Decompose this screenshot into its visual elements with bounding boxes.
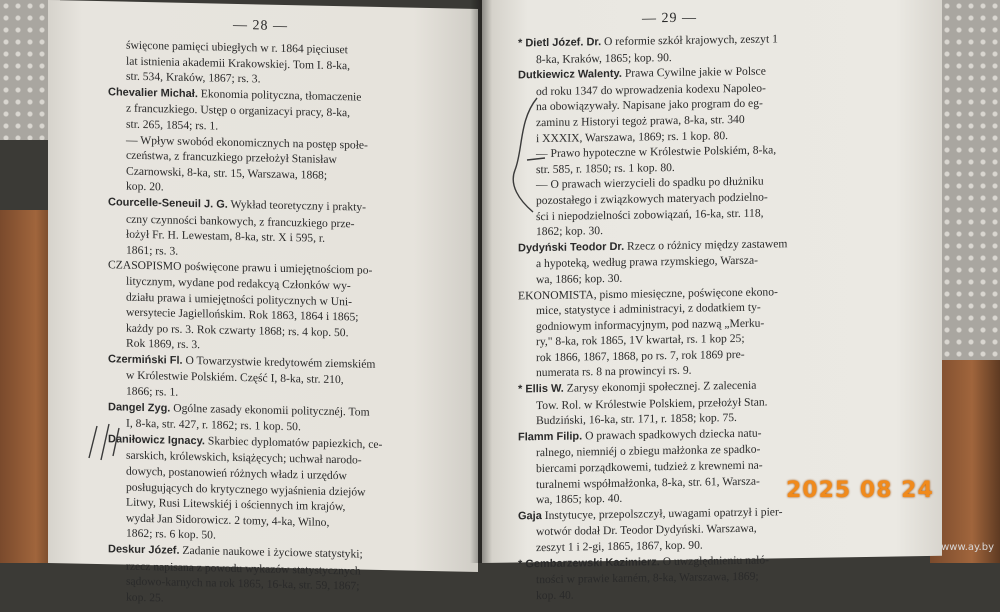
entry-text: sarskich, królewskich, książęcych; uchwał narodo- [126,449,362,468]
page-number: — 29 — [642,10,697,27]
entry-text: Litwy, Rusi Litewskiéj i ościennych im krajów, [126,495,346,514]
entry-author: * Gembarzewski Kazimierz. [518,555,660,571]
entry-text: 1862; kop. 30. [536,224,603,239]
entry-text: kop. 40. [536,588,574,602]
entry-text: każdy po rs. 3. Rok czwarty 1868; rs. 4 kop. 50. [126,321,349,339]
entry-text: EKONOMISTA, pismo miesięczne, poświęcone ekono- [518,284,778,302]
entry-text: łożył Fr. H. Lewestam, 8-ka, str. X i 595, r. [126,227,326,245]
entry-text: i XXXIX, Warszawa, 1869; rs. 1 kop. 80. [536,128,729,145]
entry-author: Gaja [518,509,542,523]
entry-text: godniowym informacyjnym, pod nazwą „Merku- [536,316,765,333]
entry-text: tności w prawie karném, 8-ka, Warszawa, 1869; [536,569,759,587]
entry-text: posługujących do krytycznego wyjaśnienia dziejów [126,480,366,499]
entry-author: Daniłowicz Ignacy. [108,433,205,448]
entry-text: mice, statystyce i administracyi, z dodatkiem ty- [536,300,761,318]
entry-text: wa, 1866; kop. 30. [536,271,623,287]
entry-text: pozostałego i związkowych materyach podzielno- [536,190,768,208]
entry-text: czny czynności bankowych, z francuzkiego prze- [126,212,355,230]
entry-text: I, 8-ka, str. 427, r. 1862; rs. 1 kop. 50. [126,416,301,434]
entry-text: O uwzględnieniu nałó- [659,553,769,568]
entry-text: czeństwa, z francuzkiego przełożył Stanisław [126,148,337,167]
site-watermark: www.ay.by [941,542,994,553]
right-page-text [518,29,923,604]
entry-author: Flamm Filip. [518,430,583,444]
entry-text: Ekonomia polityczna, tłomaczenie [197,86,362,104]
entry-text: święcone pamięci ubiegłych w r. 1864 pięciuset [126,38,348,57]
entry-text: 1866; rs. 1. [126,384,179,399]
entry-text: kop. 20. [126,179,164,194]
entry-text: zeszyt 1 i 2-gi, 1865, 1867, kop. 90. [536,538,703,555]
entry-text: ry," 8-ka, rok 1865, 1V kwartał, rs. 1 kop 25; [536,332,745,349]
entry-text: kop. 25. [126,590,164,605]
entry-text: dowych, postanowień różnych władz i urzędów [126,464,347,483]
entry-text: z francuzkiego. Ustęp o organizacyi pracy, 8-ka, [126,102,351,120]
camera-date-stamp: 2025 08 24 [786,478,934,503]
entry-text: a hypoteką, według prawa rzymskiego, Warsza- [536,253,758,271]
entry-text: Czarnowski, 8-ka, str. 15, Warszawa, 1868; [126,164,328,182]
entry-text: O Towarzystwie kredytowém ziemskiém [182,353,376,371]
entry-text: Ogólne zasady ekonomii politycznéj. Tom [170,401,370,419]
entry-text: wa, 1865; kop. 40. [536,492,623,507]
entry-author: Dydyński Teodor Dr. [518,240,625,255]
entry-text: CZASOPISMO poświęcone prawu i umiejętnościom po- [108,258,373,278]
entry-author: Dangel Zyg. [108,400,171,415]
entry-author: Czermiński Fl. [108,353,183,367]
entry-text: turalnemi współmałżonka, 8-ka, str. 61, Warsza- [536,474,760,491]
entry-author: * Ellis W. [518,382,564,396]
page-number: — 28 — [233,17,288,35]
entry-text: rzecz napisana z powodu wykazów statystycznych [126,559,361,578]
entry-text: O reformie szkół krajowych, zeszyt 1 [601,32,778,49]
entry-text: Prawa Cywilne jakie w Polsce [621,64,766,80]
entry-text: 1862; rs. 6 kop. 50. [126,527,216,542]
entry-text: zaminu z Historyi tegoż prawa, 8-ka, str. 340 [536,112,745,130]
entry-author: Dutkiewicz Walenty. [518,67,622,82]
entry-text: sądowo-karnych na rok 1865, 16-ka, str. 59, 1867; [126,574,360,593]
entry-text: Tow. Rol. w Królestwie Polskiem, przełożył Stan. [536,395,768,412]
entry-text: ści i niepodzielności zobowiązań, 16-ka, str. 118, [536,206,764,223]
handwritten-marks-left [75,410,135,470]
entry-text: Skarbiec dyplomatów papiezkich, ce- [205,434,383,451]
entry-text: str. 534, Kraków, 1867; rs. 3. [126,69,261,86]
entry-text: str. 585, r. 1850; rs. 1 kop. 80. [536,160,675,176]
entry-text: działu prawa i umiejętności politycznych w Uni- [126,290,353,308]
entry-author: Chevalier Michał. [108,86,198,100]
entry-text: Zarysy ekonomji społecznej. Z zalecenia [563,378,757,395]
entry-text: Instytucye, przepolszczył, uwagami opatrzył i pier- [541,505,783,522]
entry-text: od roku 1347 do wprowadzenia kodexu Napoleo- [536,81,766,98]
entry-text: litycznym, wydane pod redakcyą Członków wy- [126,274,351,293]
entry-text: Budziński, 16-ka, str. 171, r. 1858; kop. 75. [536,411,737,428]
entry-author: Deskur Józef. [108,543,180,557]
entry-text: na obowiązywały. Napisane jako program do eg- [536,96,763,114]
entry-text: Wykład teoretyczny i prakty- [227,197,366,214]
left-book-page [48,0,478,605]
entry-text: — Prawo hypoteczne w Królestwie Polskiém, 8-ka, [536,143,777,161]
entry-text: wotwór dodał Dr. Teodor Dydyński. Warszawa, [536,522,757,539]
entry-text: rok 1866, 1867, 1868, po rs. 7, rok 1869 pre- [536,347,745,365]
entry-text: Rzecz o różnicy między zastawem [624,236,788,253]
handwritten-bracket-right [505,90,550,220]
entry-text: ralnego, niemniéj o zbiegu małżonka ze spadko- [536,443,761,460]
entry-text: w Królestwie Polskiém. Część I, 8-ka, str. 210, [126,369,344,387]
entry-text: wydał Jan Sidorowicz. 2 tomy, 4-ka, Wilno, [126,511,330,529]
entry-text: lat istnienia akademii Krakowskiej. Tom I. 8-ka, [126,54,351,72]
left-page-text [108,37,468,612]
entry-text: Zadanie naukowe i życiowe statystyki; [179,543,363,561]
entry-text: — Wpływ swobód ekonomicznych na postęp społe- [126,133,368,152]
book-gutter-shadow [470,0,492,563]
entry-text: O prawach spadkowych dziecka natu- [582,426,762,443]
entry-text: wersytecie Jagiellońskim. Rok 1863, 1864 i 1865; [126,305,359,324]
entry-text: Rok 1869, rs. 3. [126,336,201,352]
entry-text: str. 265, 1854; rs. 1. [126,117,219,133]
entry-text: 8-ka, Kraków, 1865; kop. 90. [536,50,672,66]
entry-text: 1861; rs. 3. [126,243,179,258]
entry-text: biercami porządkowemi, tudzież z krewnemi na- [536,458,763,476]
entry-text: — O prawach wierzycieli do spadku po dłużniku [536,174,764,192]
entry-author: * Dietl Józef. Dr. [518,36,602,50]
entry-author: Courcelle-Seneuil J. G. [108,196,228,211]
entry-text: numerata rs. 8 na prowincyi rs. 9. [536,364,692,380]
